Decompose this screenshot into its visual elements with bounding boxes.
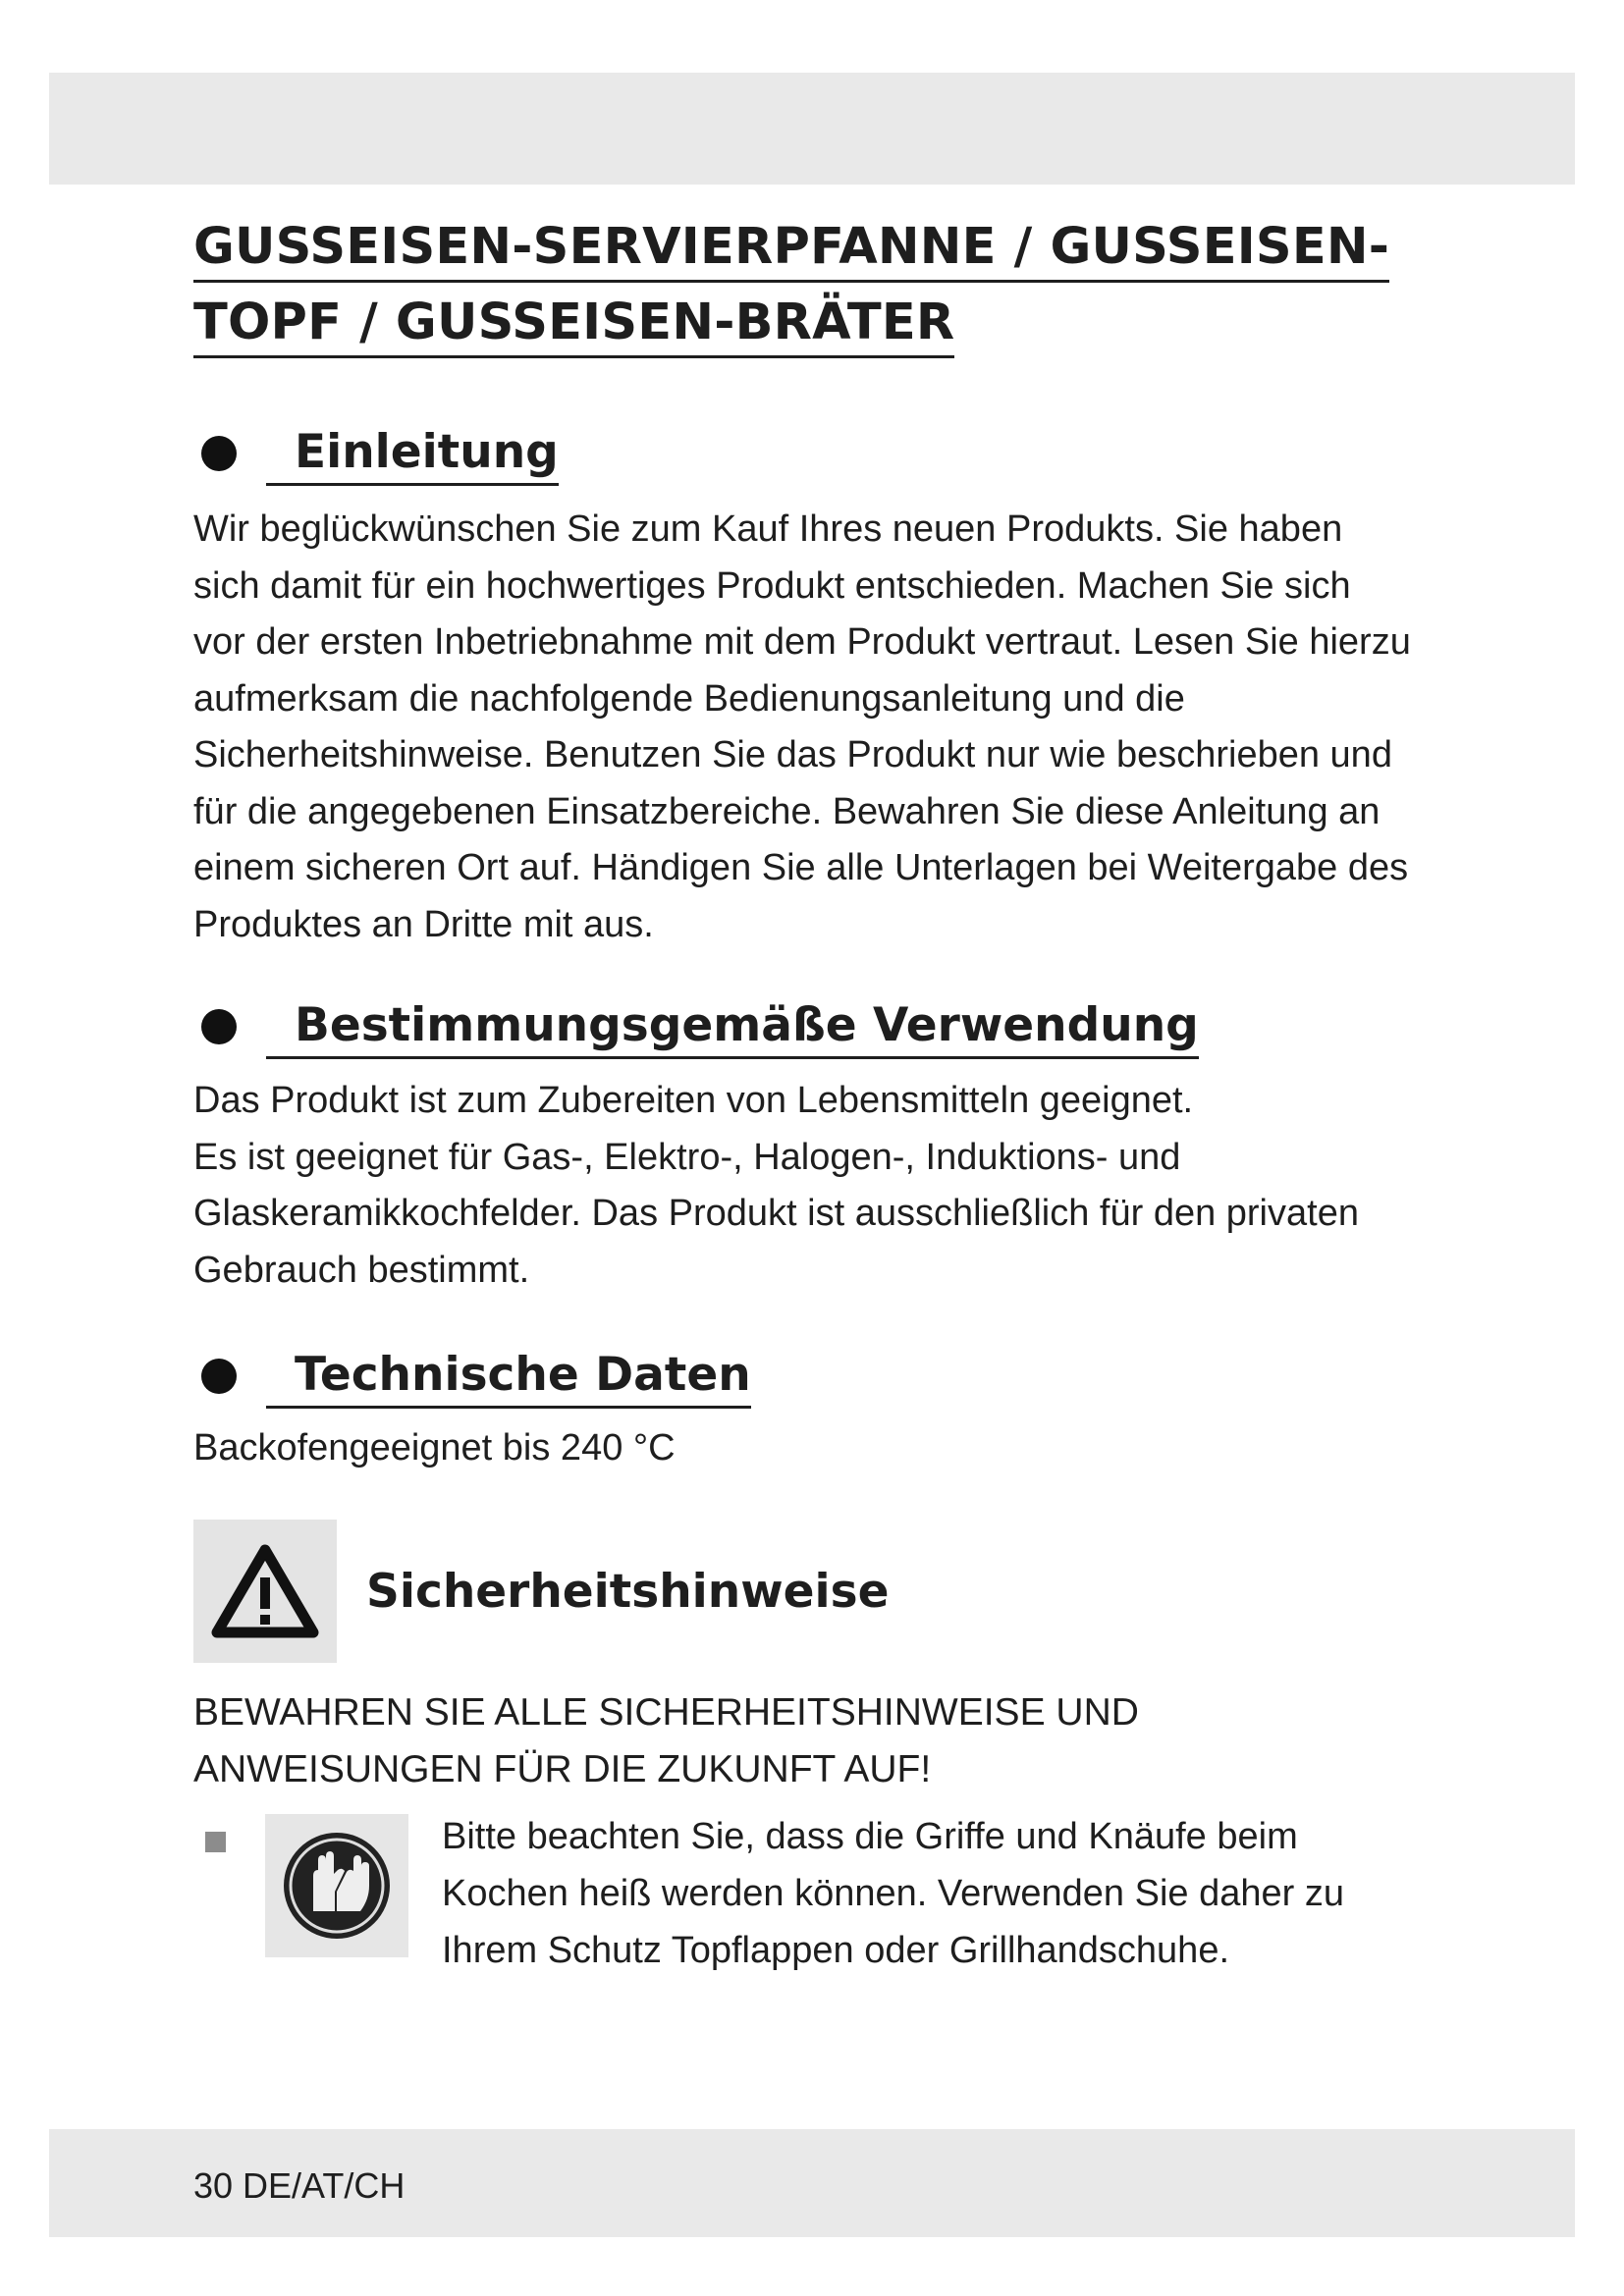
header-band — [49, 73, 1575, 185]
footer-band — [49, 2129, 1575, 2237]
safety-caps-line-1: BEWAHREN SIE ALLE SICHERHEITSHINWEISE UND — [193, 1691, 1139, 1734]
usage-line-1: Das Produkt ist zum Zubereiten von Lebensmitteln geeignet. — [193, 1080, 1194, 1121]
bullet-icon — [201, 1359, 237, 1394]
section-title-tech: Technische Daten — [266, 1345, 751, 1409]
page-number: 30 DE/AT/CH — [193, 2165, 406, 2206]
page-title — [193, 209, 1423, 360]
safety-caps-line-2: ANWEISUNGEN FÜR DIE ZUKUNFT AUF! — [193, 1748, 932, 1790]
title-line-1: GUSSEISEN-SERVIERPFANNE / GUSSEISEN- — [193, 215, 1389, 283]
safety-heading — [193, 1520, 1423, 1663]
tech-data-line: Backofengeeignet bis 240 °C — [193, 1427, 676, 1468]
title-line-2: TOPF / GUSSEISEN-BRÄTER — [193, 291, 954, 358]
section-heading-tech — [193, 1342, 1423, 1411]
page-content — [193, 209, 1423, 1979]
section-heading-intro — [193, 419, 1423, 488]
bullet-icon — [201, 1009, 237, 1044]
safety-title: Sicherheitshinweise — [366, 1564, 890, 1619]
warning-icon — [193, 1520, 337, 1663]
intro-paragraph: Wir beglückwünschen Sie zum Kauf Ihres neuen Produkts. Sie haben sich damit für ein hochwertiges Produkt entschieden. Machen Sie sich vor der ersten Inbetriebnahme mit dem Produkt vertraut. Lesen Sie hierzu aufmerksam die nachfolgende Bedienungsanleitung und die Sicherheitshinweise. Benutzen Sie das Produkt nur wie beschrieben und für die angegebenen Einsatzbereiche. Bewahren Sie diese Anleitung an einem sicheren Ort auf. Händigen Sie alle Unterlagen bei Weitergabe des Produktes an Dritte mit aus. — [193, 508, 1411, 945]
gloves-icon — [265, 1814, 408, 1957]
bullet-icon — [201, 436, 237, 471]
section-title-intro: Einleitung — [266, 422, 559, 486]
section-title-usage: Bestimmungsgemäße Verwendung — [266, 995, 1199, 1059]
safety-item-text: Bitte beachten Sie, dass die Griffe und Knäufe beim Kochen heiß werden können. Verwenden Sie daher zu Ihrem Schutz Topflappen oder Grillhandschuhe. — [442, 1816, 1344, 1971]
usage-paragraph: Es ist geeignet für Gas-, Elektro-, Halogen-, Induktions- und Glaskeramikkochfelder. Das Produkt ist ausschließlich für den privaten Gebrauch bestimmt. — [193, 1136, 1359, 1291]
safety-item — [193, 1808, 1423, 1979]
safety-caps-notice — [193, 1684, 1423, 1798]
section-heading-usage — [193, 992, 1423, 1061]
square-bullet-icon — [205, 1832, 226, 1852]
